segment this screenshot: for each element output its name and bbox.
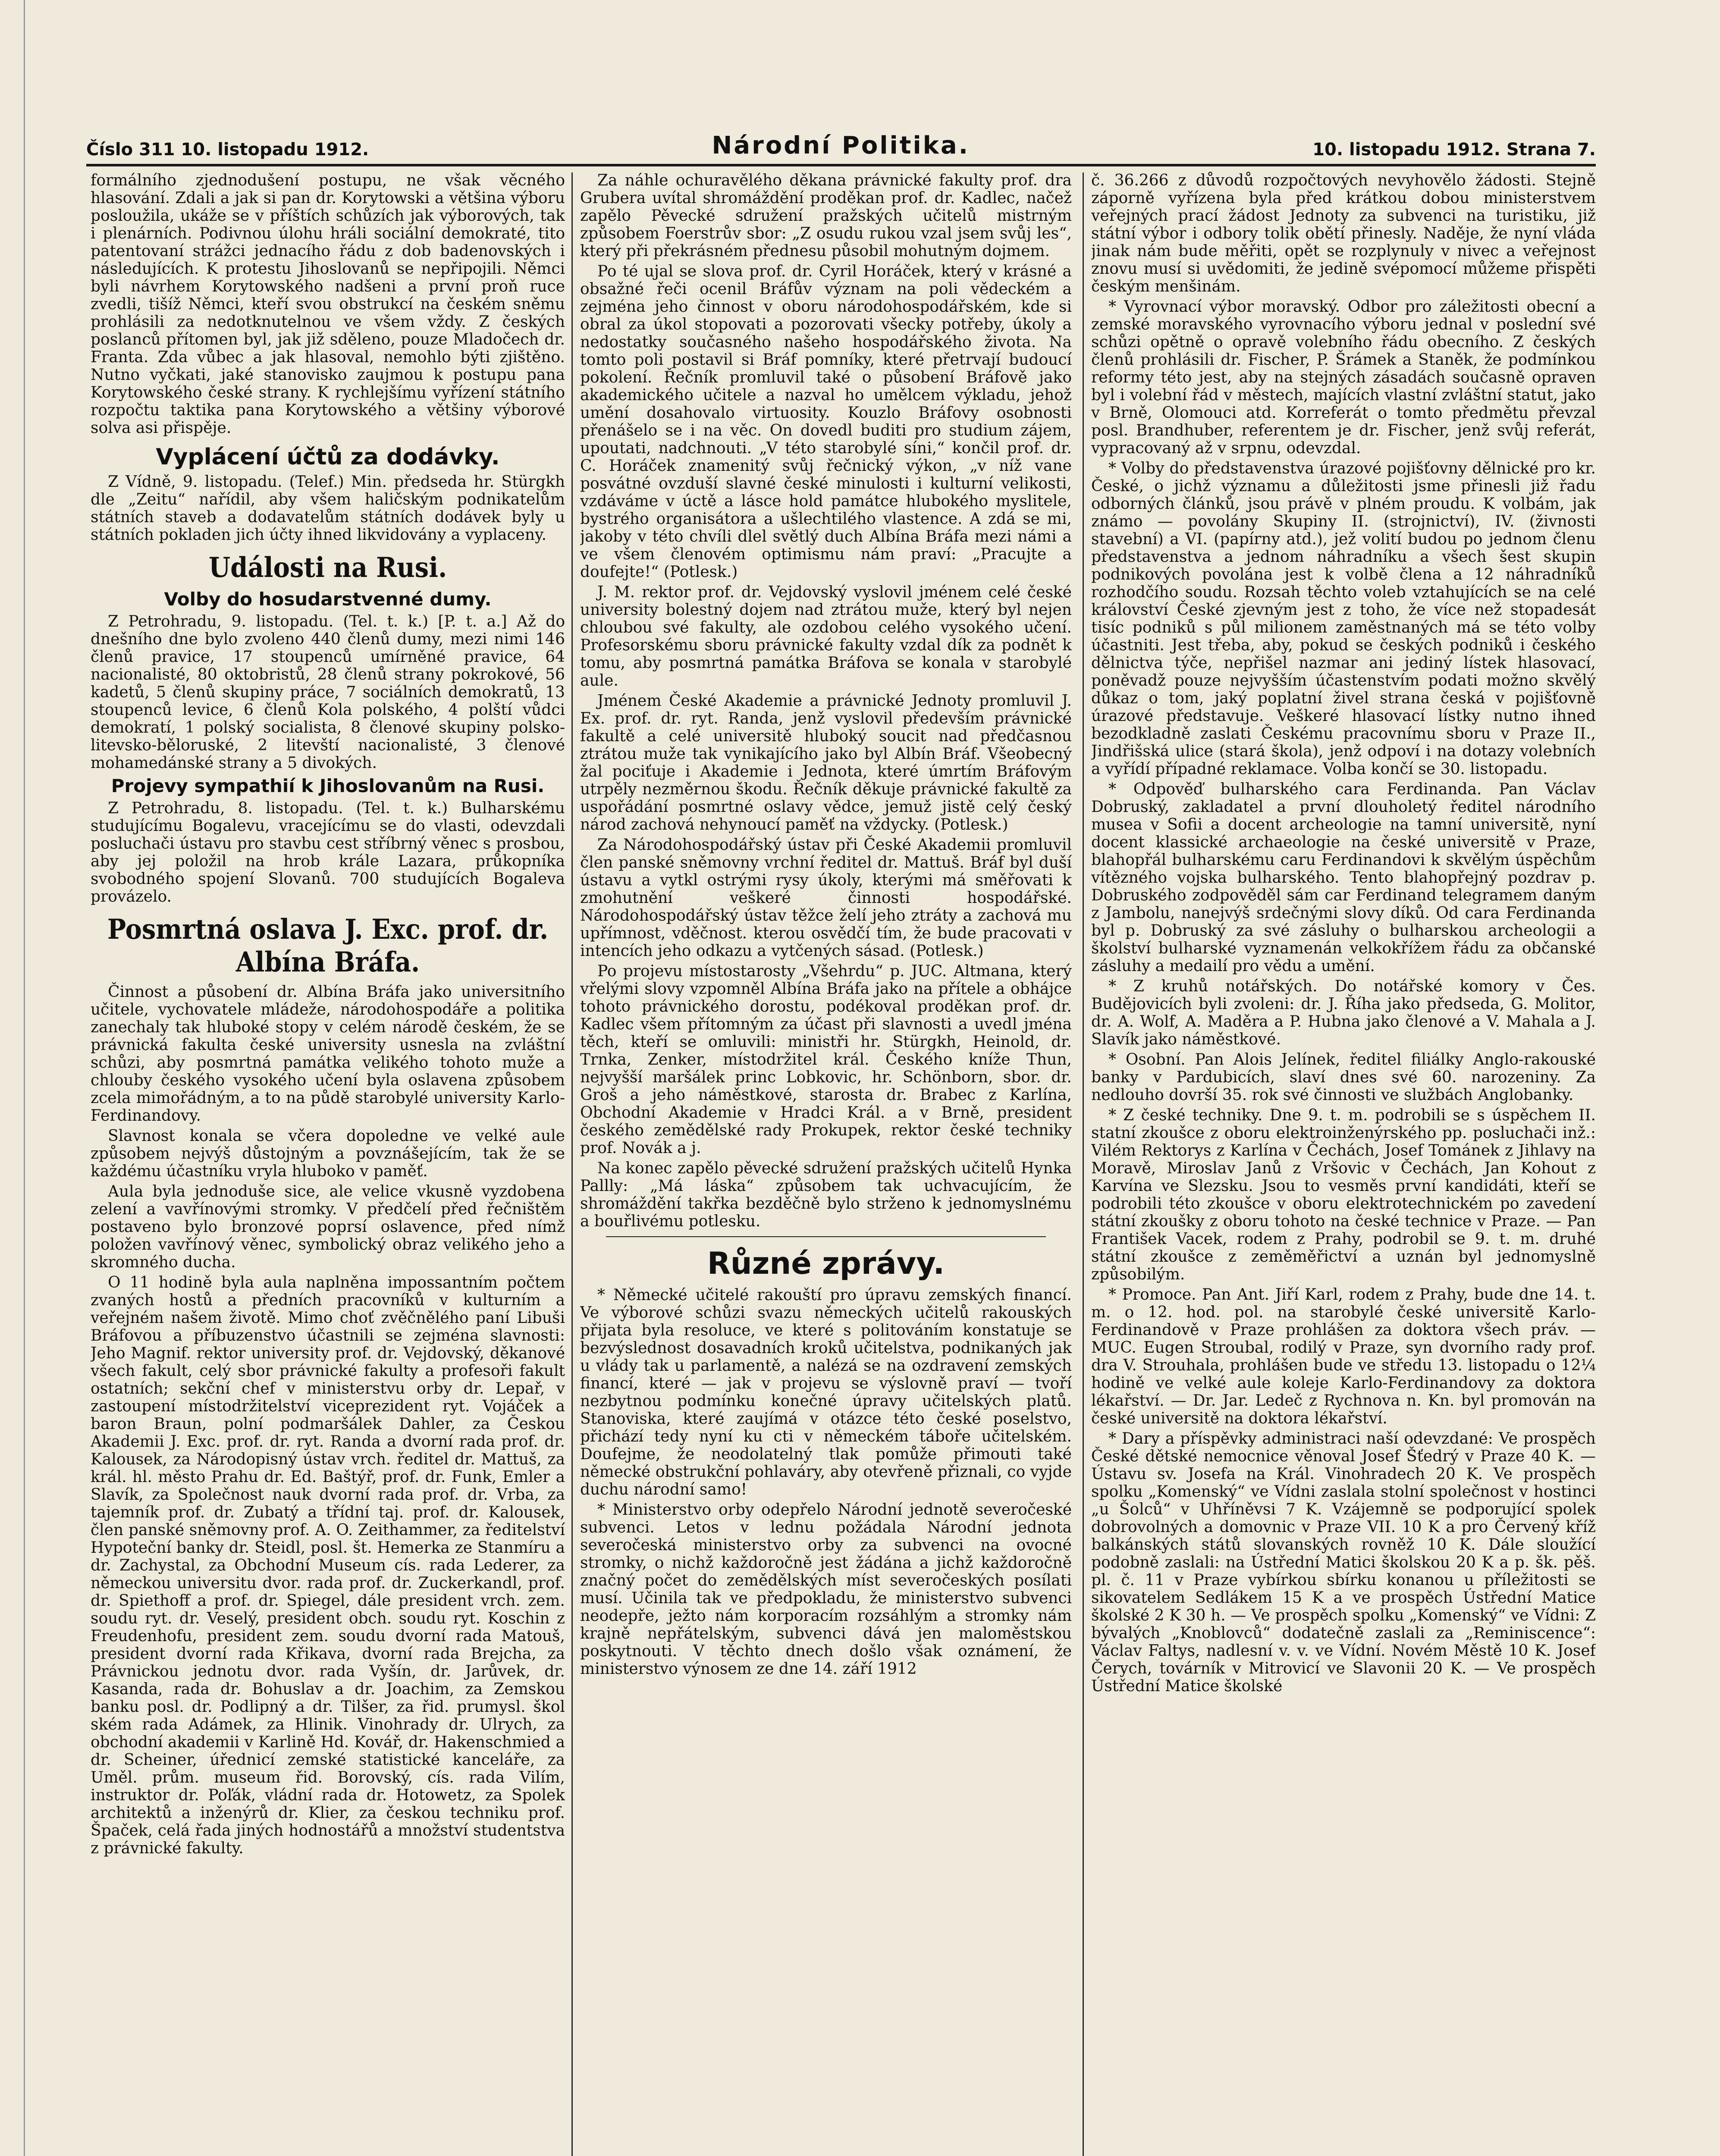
article-paragraph: Po projevu místostarosty „Všehrdu“ p. JUC. Altmana, který vřelými slovy vzpomněl Albína Bráfa jako na přítele a obhájce tohoto právnického dorostu, podékoval proděkan prof. dr. Kadlec všem přítomným za účast při slavnosti a uvedl jména těch, kteří se omluvili: ministři hr. Stürgkh, Heinold, dr. Trnka, Zenker, místodržitel král. Českého kníže Thun, nejvyšší maršálek princ Lobkovic, hr. Schönborn, sbor. dr. Groš a jeho náměstkové, starosta dr. Brabec z Karlína, Obchodní Akademie v Hradci Král. a v Brně, president českého zemědělské rady Prokupek, rektor české techniky prof. Novák a j.	[580, 962, 1072, 1157]
column-2	[580, 172, 1072, 2156]
page-edge-line	[24, 0, 25, 2156]
header-issue-date: Číslo 311 10. listopadu 1912.	[86, 140, 369, 160]
article-heading: Posmrtná oslava J. Exc. prof. dr. Albína Bráfa.	[107, 913, 549, 978]
section-heading: Různé zprávy.	[707, 1246, 945, 1281]
article-paragraph: Činnost a působení dr. Albína Bráfa jako universitního učitele, vychovatele mládeže, národohospodáře a politika zanechaly tak hluboké stopy v celém národě českém, že se právnická fakulta české university usnesla na zvláštní schůzi, aby posmrtná památka velikého tohoto muže a chlouby českého vysokého učení byla oslavena způsobem zcela mimořádným, a to na půdě starobylé university Karlo-Ferdinandovy.	[91, 983, 565, 1125]
section-rule	[606, 1236, 1046, 1237]
article-heading: Projevy sympathií k Jihoslovanům na Rusi.	[111, 775, 545, 796]
news-item: * Z kruhů notářských. Do notářské komory v Čes. Budějovicích byli zvoleni: dr. J. Říha jako předseda, G. Molitor, dr. A. Wolf, A. Maděra a P. Hubna jako členové a V. Mahala a J. Slavík jako náměstkové.	[1091, 978, 1596, 1048]
article-heading: Volby do hosudarstvenné dumy.	[164, 589, 492, 610]
news-item: * Promoce. Pan Ant. Jiří Karl, rodem z Prahy, bude dne 14. t. m. o 12. hod. pol. na starobylé české universitě Karlo-Ferdinandově v Praze prohlášen za doktora všech práv. — MUC. Eugen Stroubal, rodilý v Praze, syn dvorního rady prof. dra V. Strouhala, prohlášen bude ve středu 13. listopadu o 12¼ hodině ve velké aule koleje Karlo-Ferdinandovy za doktora lékařství. — Dr. Jar. Ledeč z Rychnova n. Kn. byl promován na české universitě na doktora lékařství.	[1091, 1286, 1596, 1427]
article-paragraph: J. M. rektor prof. dr. Vejdovský vyslovil jménem celé české university bolestný dojem nad ztrátou muže, který byl nejen chloubou své fakulty, ale ozdobou celého vysokého učení. Profesorskému sboru právnické fakulty vzdal dík za podnět k tomu, aby posmrtná památka Bráfova se konala v starobylé aule.	[580, 583, 1072, 689]
article-paragraph: Jménem České Akademie a právnické Jednoty promluvil J. Ex. prof. dr. ryt. Randa, jenž vyslovil především právnické fakultě a celé universitě hluboký soucit nad předčasnou ztrátou muže tak vynikajícího jako byl Albín Bráf. Všeobecný žal pociťuje i Akademie i Jednota, které úmrtím Bráfovým utrpěly nezměrnou škodu. Řečník děkuje právnické fakultě za uspořádání posmrtné oslavy vědce, jemuž jistě celý český národ zachová nehynoucí paměť na vždycky. (Potlesk.)	[580, 692, 1072, 834]
article-paragraph: Po té ujal se slova prof. dr. Cyril Horáček, který v krásné a obsažné řeči ocenil Bráfův význam na poli vědeckém a zejména jeho činnost v oboru národohospodářském, kde si obral za úkol stopovati a pozorovati všecky potřeby, úkoly a nedostatky současného našeho hospodářského života. Na tomto poli postavil si Bráf pomníky, které přetrvají budoucí pokolení. Řečník promluvil také o působení Bráfově jako akademického učitele a nazval ho umělcem výkladu, jehož umění dosahovalo virtuosity. Kouzlo Bráfovy osobnosti přenášelo se i na věc. On dovedl buditi pro studium zájem, upoutati, nadchnouti. „V této starobylé síni,“ končil prof. dr. C. Horáček znamenitý svůj řečnický výkon, „v níž vane posvátné ovzduší slavné české minulosti i kulturní velikosti, vzdáváme v úctě a lásce hold památce hlubokého myslitele, bystrého organisátora a ušlechtilého vlastence. A zdá se mi, jakoby v této chvíli dlel světlý duch Albína Bráfa mezi námi a ve všem členovém optimismu nám praví: „Pracujte a doufejte!“ (Potlesk.)	[580, 263, 1072, 581]
news-item: * Německé učitelé rakouští pro úpravu zemských financí. Ve výborové schůzi svazu německých učitelů rakouských přijata byla resoluce, ve které s politováním konstatuje se bezvýslednost dosavadních kroků učitelstva, podnikaných jak u vlády tak u parlamentě, a nalézá se na ozdravení zemských financí, které — jak v projevu se výslovně praví — tvoří nezbytnou podmínku konečné úpravy učitelských platů. Stanoviska, které zaujímá v otázce této české poselstvo, přichází tedy nyní ku cti v německém táboře učitelském. Doufejme, že neodolatelný tlak pomůže přimouti také německé obstrukční pohlaváry, aby otevřeně přiznali, co vyjde duchu národní samo!	[580, 1286, 1072, 1498]
news-item: * Osobní. Pan Alois Jelínek, ředitel filiálky Anglo-rakouské banky v Pardubicích, slaví dnes své 60. narozeniny. Za nedlouho dovrší 35. rok své činnosti ve službách Anglobanky.	[1091, 1051, 1596, 1104]
news-item: č. 36.266 z důvodů rozpočtových nevyhovělo žádosti. Stejně záporně vyřízena byla před krátkou dobou ministerstvem veřejných prací žádost Jednoty za subvenci na turistiku, již státní výbor i odbory tolik obětí přinesly. Naděje, že nyní vláda jinak nám bude měřiti, opět se rozplynuly v nivec a veřejnost znovu musí si uvědomiti, že jedině svépomocí můžeme přispěti českým menšinám.	[1091, 172, 1596, 295]
header-page-number: 10. listopadu 1912. Strana 7.	[1312, 140, 1596, 160]
article-paragraph: Za náhle ochuravělého děkana právnické fakulty prof. dra Grubera uvítal shromáždění proděkan prof. dr. Kadlec, načež zapělo Pěvecké sdružení pražských učitelů mistrným způsobem Foerstrův sbor: „Z osudu rukou vzal jsem svůj les“, který při překrásném přednesu působil mohutným dojmem.	[580, 172, 1072, 260]
column-1	[91, 172, 565, 2156]
article-paragraph: Za Národohospodářský ústav při České Akademii promluvil člen panské sněmovny vrchní ředitel dr. Mattuš. Bráf byl duší ústavu a vytkl ostrými rysy úkoly, kterými má směřovati k zmohutnění veškeré činnosti hospodářské. Národohospodářský ústav těžce želí jeho ztráty a zachová mu upřímnost, vděčnost. kterou osvědčí tím, že bude pracovati v intencích jeho odkazu a vytčených sásad. (Potlesk.)	[580, 836, 1072, 960]
section-heading: Události na Rusi.	[208, 552, 447, 584]
column-3	[1091, 172, 1596, 2156]
article-heading: Vyplácení účtů za dodávky.	[156, 444, 500, 470]
article-paragraph: formálního zjednodušení postupu, ne však věcného hlasování. Zdali a jak si pan dr. Korytowski a většina výboru posloužila, ukáže se v příštích schůzích jak výborových, tak i plenárních. Podivnou úlohu hráli sociální demokraté, tito patentovaní strážci jednacího řádu z dob badenovských i následujících. K protestu Jihoslovanů se nepřipojili. Němci byli návrhem Korytowského nadšeni a první proň ruce zvedli, tišíž Němci, kteří svou obstrukcí na českém sněmu prohlásili za nedotknutelnou ve všem vždy. Z českých poslanců přítomen byl, jak již sděleno, pouze Mladočech dr. Franta. Zda vůbec a jak hlasoval, nemohlo býti zjištěno. Nutno vyčkati, jaké stanovisko zaujmou k postupu pana Korytowského české strany. K rychlejšímu vyřízení státního rozpočtu taktika pana Korytowského a většiny výborové solva asi přispěje.	[91, 172, 565, 437]
article-paragraph: Aula byla jednoduše sice, ale velice vkusně vyzdobena zelení a vavřínovými stromky. V předčelí před řečništěm postaveno bylo bronzové poprsí oslavence, před nímž položen vavřínový věnec, symbolický obraz velikého jeho a skromného ducha.	[91, 1183, 565, 1271]
article-paragraph: Z Petrohradu, 9. listopadu. (Tel. t. k.) [P. t. a.] Až do dnešního dne bylo zvoleno 440 členů dumy, mezi nimi 146 členů pravice, 17 stoupenců umírněné pravice, 64 nacionalisté, 80 oktobristů, 28 členů strany pokrokové, 56 kadetů, 5 členů skupiny práce, 7 sociálních demokratů, 13 stoupenců levice, 6 členů Kola polského, 4 polští vůdci demokratí, 1 polský socialista, 8 členové skupiny polsko-litevsko-běloruské, 2 litevští nacionalisté, 3 členové mohamedánské strany a 5 divokých.	[91, 613, 565, 772]
page-header	[86, 129, 1596, 160]
article-paragraph: Z Vídně, 9. listopadu. (Telef.) Min. předseda hr. Stürgkh dle „Zeitu“ nařídil, aby všem haličským podnikatelům státních staveb a dodavatelům státních dodávek byly u státních pokladen jich účty ihned likvidovány a vyplaceny.	[91, 473, 565, 544]
masthead-title: Národní Politika.	[712, 132, 970, 160]
news-item: * Vyrovnací výbor moravský. Odbor pro záležitosti obecní a zemské moravského vyrovnacího výboru jednal v poslední své schůzi opětně o opravě volebního řádu obecního. Z českých členů prohlásili dr. Fischer, P. Šrámek a Staněk, že podmínkou reformy této jest, aby na stejných zásadách současně opraven byl i volební řád v městech, majících vlastní zvláštní statut, jako v Brně, Olomouci atd. Korreferát o tomto předmětu převzal posl. Brandhuber, referentem je dr. Fischer, jenž svůj referát, vypracovaný až v srpnu, odevzdal.	[1091, 298, 1596, 457]
article-paragraph: Z Petrohradu, 8. listopadu. (Tel. t. k.) Bulharskému studujícímu Bogalevu, vracejícímu se do vlasti, odevzdali posluchači ústavu pro stavbu cest stříbrný věnec s prosbou, aby jej položil na hrob krále Lazara, průkopníka svobodného spojení Slovanů. 700 studujících Bogaleva provázelo.	[91, 799, 565, 906]
column-divider	[571, 172, 573, 2156]
article-paragraph: Slavnost konala se včera dopoledne ve velké aule způsobem nejvýš důstojným a povznášejícím, tak že se každému účastníku vryla hluboko v paměť.	[91, 1127, 565, 1180]
article-paragraph: O 11 hodině byla aula naplněna impossantním počtem zvaných hostů a předních pracovníků v kulturním a veřejném našem životě. Mimo choť zvěčnělého paní Libuši Bráfovou a příbuzenstvo účastnili se zejména slavnosti: Jeho Magnif. rektor university prof. dr. Vejdovský, děkanové všech fakult, celý sbor právnické fakulty a profesoři fakult ostatních; sekční chef v ministerstvu orby dr. Lepař, v zastoupení místodržitelství viceprezident ryt. Vojáček a baron Braun, polní podmaršálek Dahler, za Českou Akademii J. Exc. prof. dr. ryt. Randa a dvorní rada prof. dr. Kalousek, za Národopisný ústav vrch. ředitel dr. Mattuš, za král. hl. město Prahu dr. Ed. Baštýř, prof. dr. Funk, Emler a Slavík, za Společnost nauk dvorní rada prof. dr. Vrba, za tajemník prof. dr. Zubatý a třídní taj. prof. dr. Kalousek, člen panské sněmovny prof. A. O. Zeithammer, za ředitelství Hypoteční banky dr. Steidl, posl. št. Hemerka ze Stanmíru a dr. Zachystal, za Obchodní Museum cís. rada Lederer, za německou universitu dvor. rada prof. dr. Zuckerkandl, prof. dr. Spiethoff a prof. dr. Spiegel, dále president vrch. zem. soudu ryt. dr. Veselý, president obch. soudu ryt. Koschin z Freudenhofu, president zem. soudu dvorní rada Matouš, president dvorní rada Křikava, dvorní rada Brejcha, za Právnickou jednotu dvor. rada Vyšín, dr. Jarůvek, dr. Kasanda, rada dr. Bohuslav a dr. Joachim, za Zemskou banku posl. dr. Podlipný a dr. Tilšer, za řid. prumysl. škol ském rada Adámek, za Hlinik. Vinohrady dr. Ulrych, za obchodní akademii v Karlině Hd. Kovář, dr. Hakenschmied a dr. Scheiner, úřednicí zemské statistické kanceláře, za Uměl. prům. museum řid. Borovský, cís. rada Vilím, instruktor dr. Poľák, vládní rada dr. Hotowetz, za Spolek architektů a inženýrů dr. Klier, za českou techniku prof. Špaček, celá řada jiných hodnostářů a množství studentstva z právnické fakulty.	[91, 1274, 565, 1857]
column-divider	[1083, 172, 1084, 2156]
news-item: * Odpověď bulharského cara Ferdinanda. Pan Václav Dobruský, zakladatel a první dlouholetý ředitel národního musea v Sofii a docent archeologie na tamní universitě, nyní docent klassické archaeologie na české universitě v Praze, blahopřál bulharskému caru Ferdinandovi k skvělým úspěchům vítězného vojska bulharského. Tento blahopřejný pozdrav p. Dobruského zodpověděl sám car Ferdinand telegramem daným z Jambolu, nanejvýš srdečnými slovy díků. Od cara Ferdinanda byl p. Dobruský za své zásluhy o bulharskou archeologii a školství bulharské vyznamenán velkokřížem řádu za občanské zásluhy a medailí pro vědu a umění.	[1091, 780, 1596, 975]
news-item: * Z české techniky. Dne 9. t. m. podrobili se s úspěchem II. statní zkoušce z oboru elektroinženýrského pp. posluchači inž.: Vilém Rektorys z Karlína v Čechách, Josef Tománek z Jihlavy na Moravě, Miroslav Janů z Vršovic v Čechách, Jan Kohout z Karvína ve Slezsku. Jsou to vesměs první kandidáti, kteří se podrobili této zkoušce v oboru elektrotechnickém po zavedení státní zkoušky z oboru tohoto na české technice v Praze. — Pan František Vacek, rodem z Prahy, podrobil se 9. t. m. druhé státní zkoušce z zeměměřictví a uznán byl jednomyslně způsobilým.	[1091, 1106, 1596, 1283]
news-item: * Dary a příspěvky administraci naší odevzdané: Ve prospěch České dětské nemocnice věnoval Josef Šťedrý v Praze 40 K. — Ústavu sv. Josefa na Král. Vinohradech 20 K. Ve prospěch spolku „Komenský“ ve Vídni zaslala stolní společnost v hostinci „u Šolců“ v Uhříněvsi 7 K. Vzájemně se podporující spolek dobrovolných a domovnic v Praze VII. 10 K a pro Červený kříž balkánských států slovanských rovněž 10 K. Dále sloužící podobně zaslali: na Ústřední Matici školskou 20 K a p. šk. pěš. pl. č. 11 v Praze vybírkou sbírku konanou u příležitosti se sikovatelem Sedlákem 15 K a ve prospěch Ústřední Matice školské 2 K 30 h. — Ve prospěch spolku „Komenský“ ve Vídni: Z bývalých „Knoblovců“ dodatečně zaslali za „Reminiscence“: Václav Faltys, nadlesní v. v. ve Vídní. Novém Městě 10 K. Josef Čerych, továrník v Mitrovicí ve Slavonii 20 K. — Ve prospěch Ústřední Matice školské	[1091, 1430, 1596, 1695]
article-paragraph: Na konec zapělo pěvecké sdružení pražských učitelů Hynka Pallly: „Má láska“ způsobem tak uchvacujícím, že shromáždění takřka bezděčně bylo strženo k jednomyslnému a bouřlivému potlesku.	[580, 1159, 1072, 1230]
news-item: * Ministerstvo orby odepřelo Národní jednotě severočeské subvenci. Letos v lednu požádala Národní jednota severočeská ministerstvo orby za subvenci na ovocné stromky, o nichž každoročně jest žádána a jichž každoročně značný počet do zemědělských míst severočeských posílati musí. Učinila tak ve předpokladu, že ministerstvo subvenci neodepře, ježto nám korporacím rozsáhlým a stromky nám krajně nepřátelským, subvenci dává jen maloměstskou poskytnouti. V těchto dnech došlo však oznámení, že ministerstvo výnosem ze dne 14. září 1912	[580, 1501, 1072, 1678]
news-item: * Volby do představenstva úrazové pojišťovny dělnické pro kr. České, o jichž významu a důležitosti jsme přinesli již řadu odborných článků, jsou právě v plném proudu. K volbám, jak známo — povolány Skupiny II. (strojnictví), IV. (živnosti stavební) a VI. (papírny atd.), jež volití budou po jednom členu představenstva a jednom náhradníku a všech šest skupin podnikových povolána jest k volbě člena a 12 náhradníků rozhodčího soudu. Rozsah těchto voleb vztahujících se na celé království České zjevným jest z toho, že více než stopadesát tisíc podniků s půl milionem zaměstnaných má se této volby účastniti. Jest třeba, aby, pokud se českých podniků i českého dělnictva týče, nepřišel nazmar ani jediný lístek hlasovací, poněvadž pouze nejvyšším účastenstvím podati možno skvělý důkaz o tom, jaký poplatní živel strana česká v pojišťovně úrazové představuje. Veškeré hlasovací lístky nutno ihned bezodkladně zaslati Českému pracovnímu sboru v Praze II., Jindřišská ulice (stará škola), jenž odpoví i na dotazy volebních a vyřídí případné reklamace. Volba končí se 30. listopadu.	[1091, 460, 1596, 778]
header-rule	[86, 164, 1596, 166]
